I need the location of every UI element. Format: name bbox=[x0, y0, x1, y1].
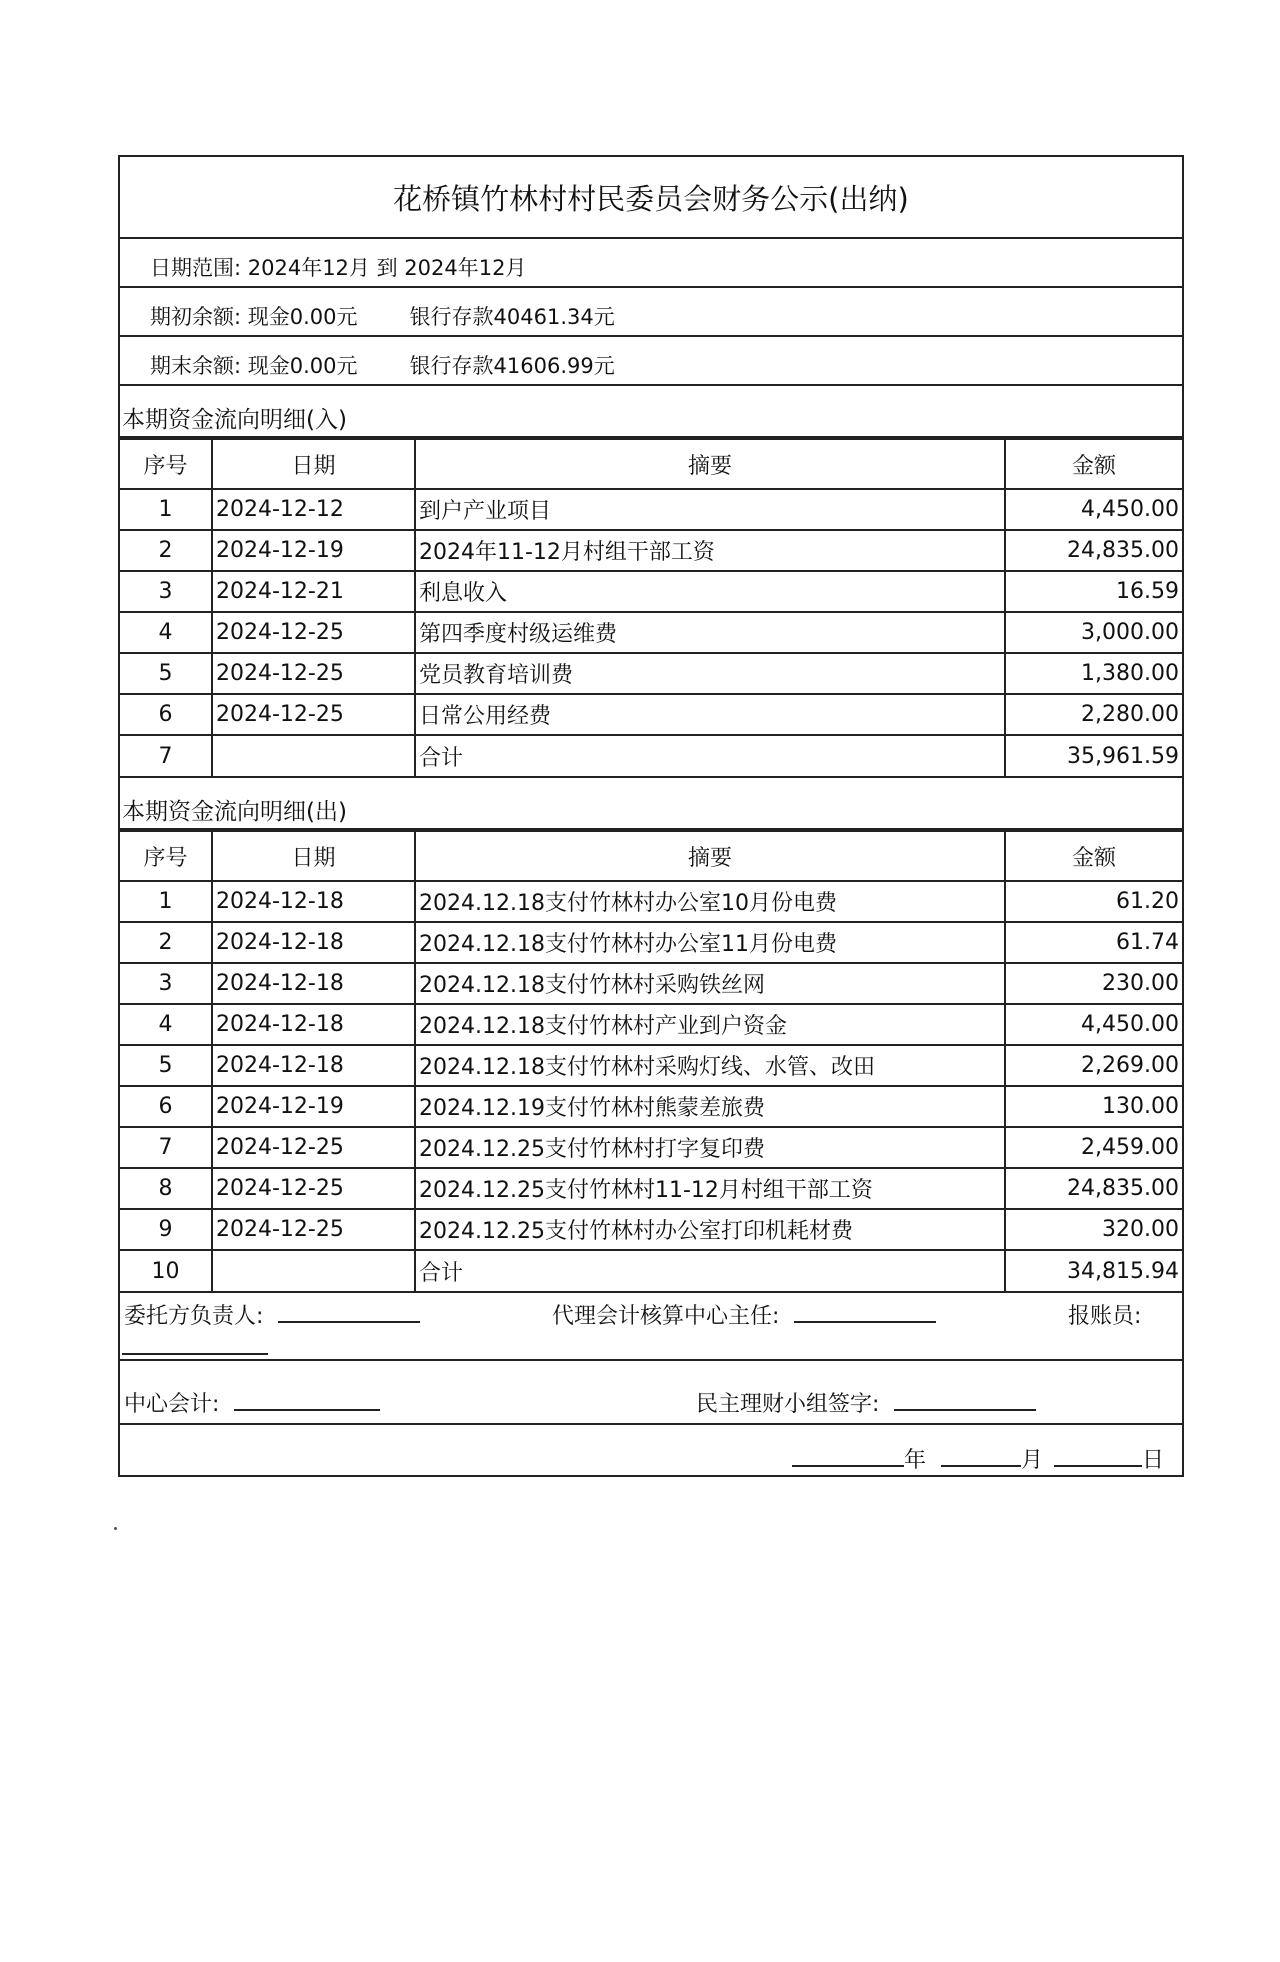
cell-seq: 1 bbox=[120, 489, 212, 530]
header-desc: 摘要 bbox=[415, 831, 1005, 881]
cell-date: 2024-12-25 bbox=[212, 612, 415, 653]
cell-amount: 320.00 bbox=[1005, 1209, 1182, 1250]
cell-date: 2024-12-19 bbox=[212, 1086, 415, 1127]
cell-desc: 日常公用经费 bbox=[415, 694, 1005, 735]
header-desc: 摘要 bbox=[415, 439, 1005, 489]
table-row bbox=[120, 694, 1182, 735]
table-row bbox=[120, 489, 1182, 530]
header-amount: 金额 bbox=[1005, 831, 1182, 881]
cell-amount: 35,961.59 bbox=[1005, 735, 1182, 776]
cell-desc: 2024年11-12月村组干部工资 bbox=[415, 530, 1005, 571]
scan-speck bbox=[114, 1527, 117, 1530]
cell-desc: 到户产业项目 bbox=[415, 489, 1005, 530]
header-amount: 金额 bbox=[1005, 439, 1182, 489]
cell-date bbox=[212, 735, 415, 776]
cell-amount: 34,815.94 bbox=[1005, 1250, 1182, 1291]
cell-desc: 2024.12.18支付竹林村产业到户资金 bbox=[415, 1004, 1005, 1045]
finance-group-label: 民主理财小组签字: bbox=[696, 1392, 880, 1417]
cell-amount: 61.20 bbox=[1005, 881, 1182, 922]
cell-desc: 2024.12.25支付竹林村打字复印费 bbox=[415, 1127, 1005, 1168]
cell-seq: 2 bbox=[120, 922, 212, 963]
closing-balance bbox=[120, 337, 1182, 386]
day-input-line[interactable] bbox=[1054, 1445, 1142, 1467]
cell-amount: 3,000.00 bbox=[1005, 612, 1182, 653]
cell-amount: 24,835.00 bbox=[1005, 1168, 1182, 1209]
cell-amount: 2,459.00 bbox=[1005, 1127, 1182, 1168]
client-head-field bbox=[124, 1299, 420, 1330]
day-label: 日 bbox=[1142, 1448, 1165, 1473]
year-input-line[interactable] bbox=[792, 1445, 904, 1467]
client-head-label: 委托方负责人: bbox=[124, 1304, 264, 1329]
cell-date: 2024-12-18 bbox=[212, 881, 415, 922]
header-seq: 序号 bbox=[120, 439, 212, 489]
opening-bank: 银行存款40461.34元 bbox=[409, 305, 615, 329]
table-header-row bbox=[120, 831, 1182, 881]
table-row bbox=[120, 1250, 1182, 1291]
table-row bbox=[120, 1004, 1182, 1045]
expense-table bbox=[120, 830, 1182, 1291]
header-seq: 序号 bbox=[120, 831, 212, 881]
cell-date: 2024-12-18 bbox=[212, 1004, 415, 1045]
table-row bbox=[120, 1209, 1182, 1250]
table-row bbox=[120, 1086, 1182, 1127]
cell-desc: 第四季度村级运维费 bbox=[415, 612, 1005, 653]
footer-divider bbox=[120, 1423, 1182, 1425]
cell-desc: 利息收入 bbox=[415, 571, 1005, 612]
signature-footer bbox=[120, 1293, 1182, 1475]
center-director-field bbox=[552, 1299, 936, 1330]
table-row bbox=[120, 1127, 1182, 1168]
footer-divider bbox=[120, 1359, 1182, 1361]
center-director-signature-line[interactable] bbox=[794, 1301, 936, 1323]
signing-date-field bbox=[792, 1443, 1164, 1474]
closing-bank: 银行存款41606.99元 bbox=[409, 354, 615, 378]
income-table bbox=[120, 438, 1182, 776]
expense-section-title: 本期资金流向明细(出) bbox=[120, 778, 1182, 830]
table-row bbox=[120, 1168, 1182, 1209]
cell-date: 2024-12-18 bbox=[212, 922, 415, 963]
cell-amount: 230.00 bbox=[1005, 963, 1182, 1004]
reporter-label: 报账员: bbox=[1068, 1304, 1142, 1329]
cell-seq: 3 bbox=[120, 571, 212, 612]
cell-seq: 5 bbox=[120, 1045, 212, 1086]
cell-seq: 4 bbox=[120, 612, 212, 653]
cell-date: 2024-12-18 bbox=[212, 1045, 415, 1086]
cell-amount: 4,450.00 bbox=[1005, 1004, 1182, 1045]
cell-date bbox=[212, 1250, 415, 1291]
date-range bbox=[120, 239, 1182, 288]
finance-group-signature-line[interactable] bbox=[894, 1389, 1036, 1411]
cell-date: 2024-12-12 bbox=[212, 489, 415, 530]
year-label: 年 bbox=[904, 1448, 927, 1473]
cell-seq: 1 bbox=[120, 881, 212, 922]
center-director-label: 代理会计核算中心主任: bbox=[552, 1304, 780, 1329]
cell-amount: 61.74 bbox=[1005, 922, 1182, 963]
center-accountant-label: 中心会计: bbox=[124, 1392, 220, 1417]
cell-amount: 4,450.00 bbox=[1005, 489, 1182, 530]
table-row bbox=[120, 881, 1182, 922]
table-row bbox=[120, 530, 1182, 571]
table-header-row bbox=[120, 439, 1182, 489]
cell-desc: 2024.12.25支付竹林村11-12月村组干部工资 bbox=[415, 1168, 1005, 1209]
center-accountant-signature-line[interactable] bbox=[234, 1389, 380, 1411]
table-row bbox=[120, 653, 1182, 694]
cell-amount: 2,269.00 bbox=[1005, 1045, 1182, 1086]
cell-amount: 16.59 bbox=[1005, 571, 1182, 612]
cell-seq: 8 bbox=[120, 1168, 212, 1209]
table-row bbox=[120, 735, 1182, 776]
cell-seq: 10 bbox=[120, 1250, 212, 1291]
cell-date: 2024-12-25 bbox=[212, 1168, 415, 1209]
cell-seq: 3 bbox=[120, 963, 212, 1004]
cell-seq: 4 bbox=[120, 1004, 212, 1045]
month-input-line[interactable] bbox=[941, 1445, 1021, 1467]
cell-amount: 130.00 bbox=[1005, 1086, 1182, 1127]
cell-desc: 2024.12.25支付竹林村办公室打印机耗材费 bbox=[415, 1209, 1005, 1250]
table-row bbox=[120, 1045, 1182, 1086]
reporter-field bbox=[1068, 1299, 1141, 1330]
table-row bbox=[120, 963, 1182, 1004]
cell-date: 2024-12-21 bbox=[212, 571, 415, 612]
finance-disclosure-sheet bbox=[118, 155, 1184, 1477]
cell-seq: 5 bbox=[120, 653, 212, 694]
cell-date: 2024-12-25 bbox=[212, 1127, 415, 1168]
cell-desc: 合计 bbox=[415, 735, 1005, 776]
cell-date: 2024-12-18 bbox=[212, 963, 415, 1004]
header-date: 日期 bbox=[212, 439, 415, 489]
cell-seq: 6 bbox=[120, 1086, 212, 1127]
finance-group-field bbox=[696, 1387, 1036, 1418]
cell-desc: 2024.12.18支付竹林村办公室11月份电费 bbox=[415, 922, 1005, 963]
cell-seq: 7 bbox=[120, 1127, 212, 1168]
cell-amount: 1,380.00 bbox=[1005, 653, 1182, 694]
cell-desc: 2024.12.19支付竹林村熊蒙差旅费 bbox=[415, 1086, 1005, 1127]
client-head-signature-line[interactable] bbox=[278, 1301, 420, 1323]
center-accountant-field bbox=[124, 1387, 380, 1418]
cell-seq: 9 bbox=[120, 1209, 212, 1250]
table-row bbox=[120, 571, 1182, 612]
reporter-signature-line[interactable] bbox=[122, 1333, 268, 1355]
closing-cash: 期末余额: 现金0.00元 bbox=[150, 354, 358, 378]
table-row bbox=[120, 612, 1182, 653]
cell-date: 2024-12-25 bbox=[212, 653, 415, 694]
opening-balance bbox=[120, 288, 1182, 337]
reporter-signature-field bbox=[122, 1333, 268, 1361]
cell-seq: 7 bbox=[120, 735, 212, 776]
table-row bbox=[120, 922, 1182, 963]
cell-date: 2024-12-25 bbox=[212, 1209, 415, 1250]
cell-desc: 2024.12.18支付竹林村办公室10月份电费 bbox=[415, 881, 1005, 922]
cell-desc: 合计 bbox=[415, 1250, 1005, 1291]
cell-desc: 2024.12.18支付竹林村采购灯线、水管、改田 bbox=[415, 1045, 1005, 1086]
cell-desc: 2024.12.18支付竹林村采购铁丝网 bbox=[415, 963, 1005, 1004]
income-section-title: 本期资金流向明细(入) bbox=[120, 386, 1182, 438]
opening-cash: 期初余额: 现金0.00元 bbox=[150, 305, 358, 329]
document-title: 花桥镇竹林村村民委员会财务公示(出纳) bbox=[120, 157, 1182, 239]
cell-seq: 2 bbox=[120, 530, 212, 571]
cell-desc: 党员教育培训费 bbox=[415, 653, 1005, 694]
cell-amount: 2,280.00 bbox=[1005, 694, 1182, 735]
date-range-text: 日期范围: 2024年12月 到 2024年12月 bbox=[150, 256, 527, 280]
cell-amount: 24,835.00 bbox=[1005, 530, 1182, 571]
header-date: 日期 bbox=[212, 831, 415, 881]
cell-seq: 6 bbox=[120, 694, 212, 735]
cell-date: 2024-12-19 bbox=[212, 530, 415, 571]
month-label: 月 bbox=[1021, 1448, 1044, 1473]
cell-date: 2024-12-25 bbox=[212, 694, 415, 735]
